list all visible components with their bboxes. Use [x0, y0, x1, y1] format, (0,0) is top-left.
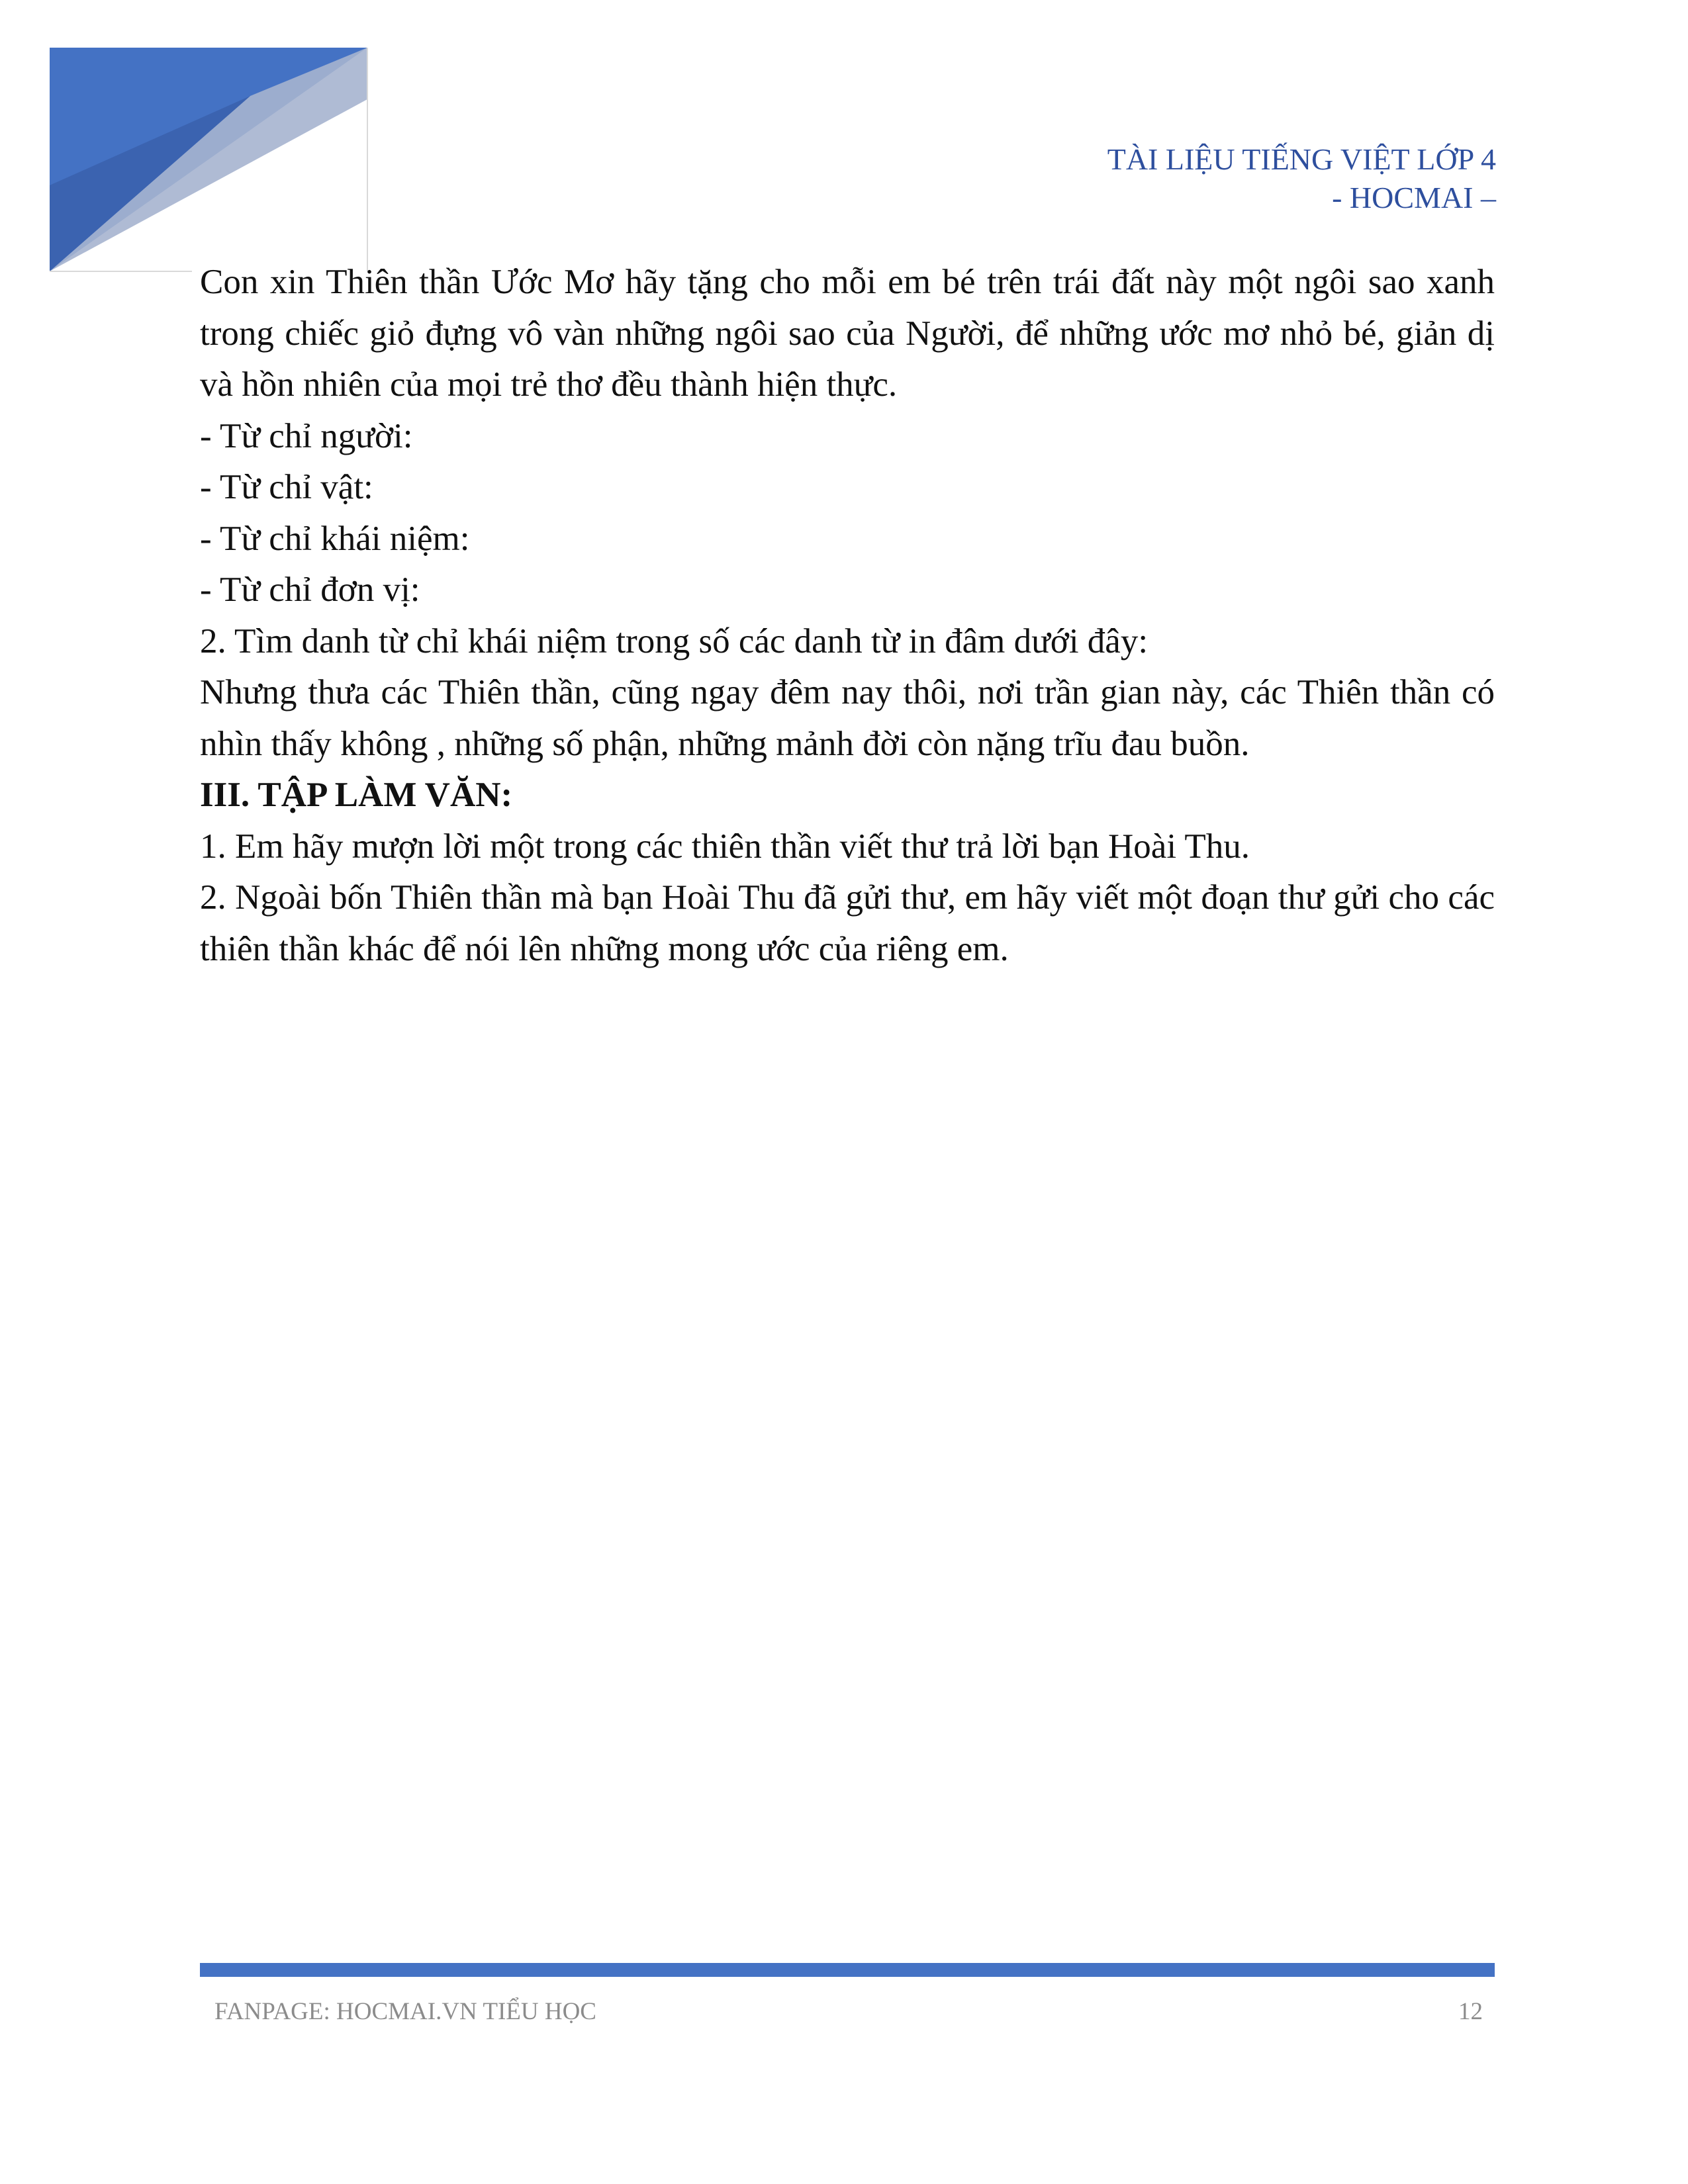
- document-header: [1107, 140, 1496, 217]
- list-item: - Từ chỉ đơn vị:: [200, 570, 420, 609]
- page-number: 12: [1458, 1998, 1483, 2025]
- task-1: 1. Em hãy mượn lời một trong các thiên thần viết thư trả lời bạn Hoài Thu.: [200, 827, 1250, 866]
- list-item: - Từ chỉ vật:: [200, 468, 373, 506]
- question-2-text: Nhưng thưa các Thiên thần, cũng ngay đêm nay thôi, nơi trần gian này, các Thiên thần có nhìn thấy không , những số phận, những mảnh đời còn nặng trĩu đau buồn.: [200, 673, 1495, 763]
- list-item: - Từ chỉ người:: [200, 416, 413, 455]
- question-2: 2. Tìm danh từ chỉ khái niệm trong số các danh từ in đâm dưới đây:: [200, 621, 1149, 660]
- footer-rule: [200, 1963, 1495, 1977]
- section-heading: III. TẬP LÀM VĂN:: [200, 776, 513, 814]
- header-title: TÀI LIỆU TIẾNG VIỆT LỚP 4: [1107, 142, 1496, 176]
- task-2: 2. Ngoài bốn Thiên thần mà bạn Hoài Thu đã gửi thư, em hãy viết một đoạn thư gửi cho các thiên thần khác để nói lên những mong ước của riêng em.: [200, 878, 1495, 968]
- corner-decoration: [0, 0, 397, 291]
- document-body: [200, 257, 1495, 975]
- footer-fanpage: FANPAGE: HOCMAI.VN TIỂU HỌC: [214, 1998, 596, 2025]
- header-subtitle: - HOCMAI –: [1332, 181, 1496, 214]
- page-footer: [214, 1997, 1483, 2026]
- intro-paragraph: Con xin Thiên thần Ước Mơ hãy tặng cho mỗi em bé trên trái đất này một ngôi sao xanh trong chiếc giỏ đựng vô vàn những ngôi sao của Người, để những ước mơ nhỏ bé, giản dị và hồn nhiên của mọi trẻ thơ đều thành hiện thực.: [200, 263, 1495, 404]
- list-item: - Từ chỉ khái niệm:: [200, 519, 470, 558]
